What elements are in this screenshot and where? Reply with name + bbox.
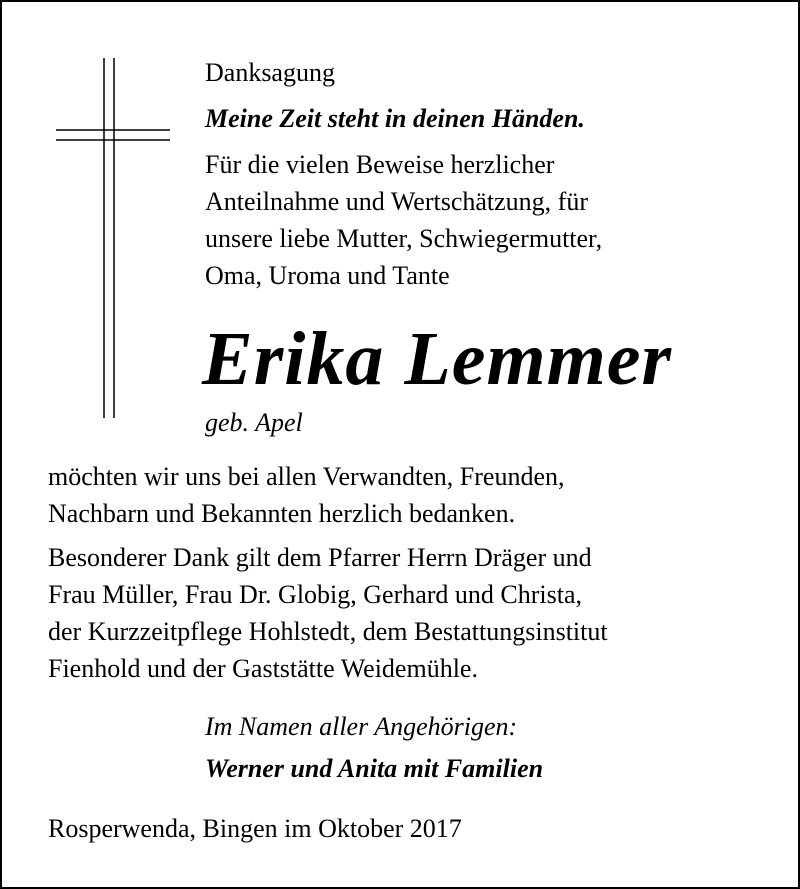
special-thanks-line: der Kurzzeitpflege Hohlstedt, dem Bestattungsinstitut xyxy=(48,617,608,646)
heading: Danksagung xyxy=(205,58,335,87)
special-thanks-line: Fienhold und der Gaststätte Weidemühle. xyxy=(48,654,478,683)
signature-intro: Im Namen aller Angehörigen: xyxy=(205,712,518,741)
cross-icon xyxy=(52,58,172,418)
place-date: Rosperwenda, Bingen im Oktober 2017 xyxy=(48,814,462,843)
thanks-line: möchten wir uns bei allen Verwandten, Freunden, xyxy=(48,462,565,491)
motto: Meine Zeit steht in deinen Händen. xyxy=(205,104,585,133)
intro-line: Anteilnahme und Wertschätzung, für xyxy=(205,187,588,216)
special-thanks-line: Besonderer Dank gilt dem Pfarrer Herrn Dräger und xyxy=(48,543,592,572)
signature-names: Werner und Anita mit Familien xyxy=(205,754,544,783)
thanks-line: Nachbarn und Bekannten herzlich bedanken. xyxy=(48,499,516,528)
special-thanks-line: Frau Müller, Frau Dr. Globig, Gerhard und Christa, xyxy=(48,580,583,609)
deceased-name: Erika Lemmer xyxy=(202,317,673,401)
intro-line: unsere liebe Mutter, Schwiegermutter, xyxy=(205,224,603,253)
birth-name: geb. Apel xyxy=(205,408,303,437)
intro-line: Für die vielen Beweise herzlicher xyxy=(205,150,555,179)
intro-line: Oma, Uroma und Tante xyxy=(205,261,450,290)
